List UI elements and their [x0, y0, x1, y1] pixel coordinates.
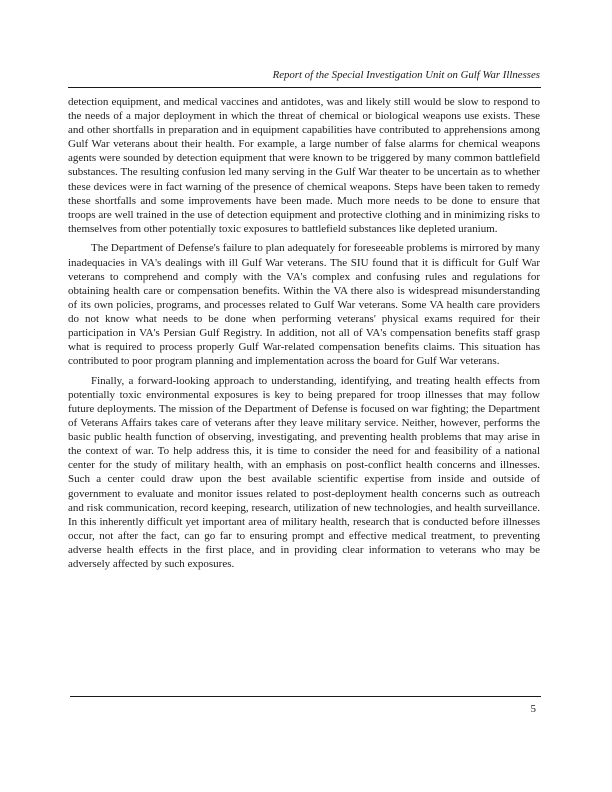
- page-number: 5: [530, 703, 536, 715]
- running-header-title: Report of the Special Investigation Unit on Gulf War Illnesses: [272, 69, 540, 81]
- body-text: [68, 95, 540, 571]
- header-rule: [68, 87, 541, 88]
- body-paragraph: Finally, a forward-looking approach to understanding, identifying, and treating health effects from potentially toxic environmental exposures is key to being prepared for troop illnesses that may follow future deployments. The mission of the Department of Defense is focused on war fighting; the Department of Veterans Affairs takes care of veterans after they leave military service. Neither, however, performs the basic public health function of observing, investigating, and preventing health problems that may arise in the context of war. To help address this, it is time to consider the need for and feasibility of a national center for the study of military health, with an emphasis on post-conflict health concerns and illnesses. Such a center could draw upon the best available scientific expertise from inside and outside of government to evaluate and monitor issues related to post-deployment health concerns such as outreach and risk communication, record keeping, research, utilization of new technologies, and health surveillance. In this inherently difficult yet important area of military health, research that is conducted before illnesses occur, not after the fact, can go far to ensuring prompt and effective medical treatment, to preventing adverse health effects in the first place, and in providing clear information to veterans who may be adversely affected by such exposures.: [68, 374, 540, 570]
- body-paragraph: detection equipment, and medical vaccines and antidotes, was and likely still would be slow to respond to the needs of a major deployment in which the threat of chemical or biological weapons use exists. These and other shortfalls in preparation and in equipment capabilities have contributed to apprehensions among Gulf War veterans about their health. For example, a large number of false alarms for chemical weapons agents were sounded by detection equipment that were known to be triggered by many common battlefield substances. The resulting confusion led many serving in the Gulf War theater to be uncertain as to whether these devices were in fact warning of the presence of chemical weapons. Steps have been taken to remedy these shortfalls and some improvements have been made. Much more needs to be done to ensure that troops are well trained in the use of detection equipment and protective clothing and in minimizing risks to themselves from other potentially toxic exposures to battlefield substances like depleted uranium.: [68, 96, 540, 235]
- body-paragraph: The Department of Defense's failure to plan adequately for foreseeable problems is mirrored by many inadequacies in VA's dealings with ill Gulf War veterans. The SIU found that it is difficult for Gulf War veterans to comprehend and comply with the VA's complex and confusing rules and regulations for obtaining health care or compensation benefits. Within the VA there also is widespread misunderstanding of its own policies, programs, and processes related to Gulf War veterans. Some VA health care providers do not know what needs to be done when performing veterans' physical exams required for their participation in VA's Persian Gulf Registry. In addition, not all of VA's compensation benefits staff grasp what is required to process properly Gulf War-related compensation benefits claims. This situation has contributed to poor program planning and implementation across the board for Gulf War veterans.: [68, 242, 540, 368]
- footer-rule: [70, 696, 541, 697]
